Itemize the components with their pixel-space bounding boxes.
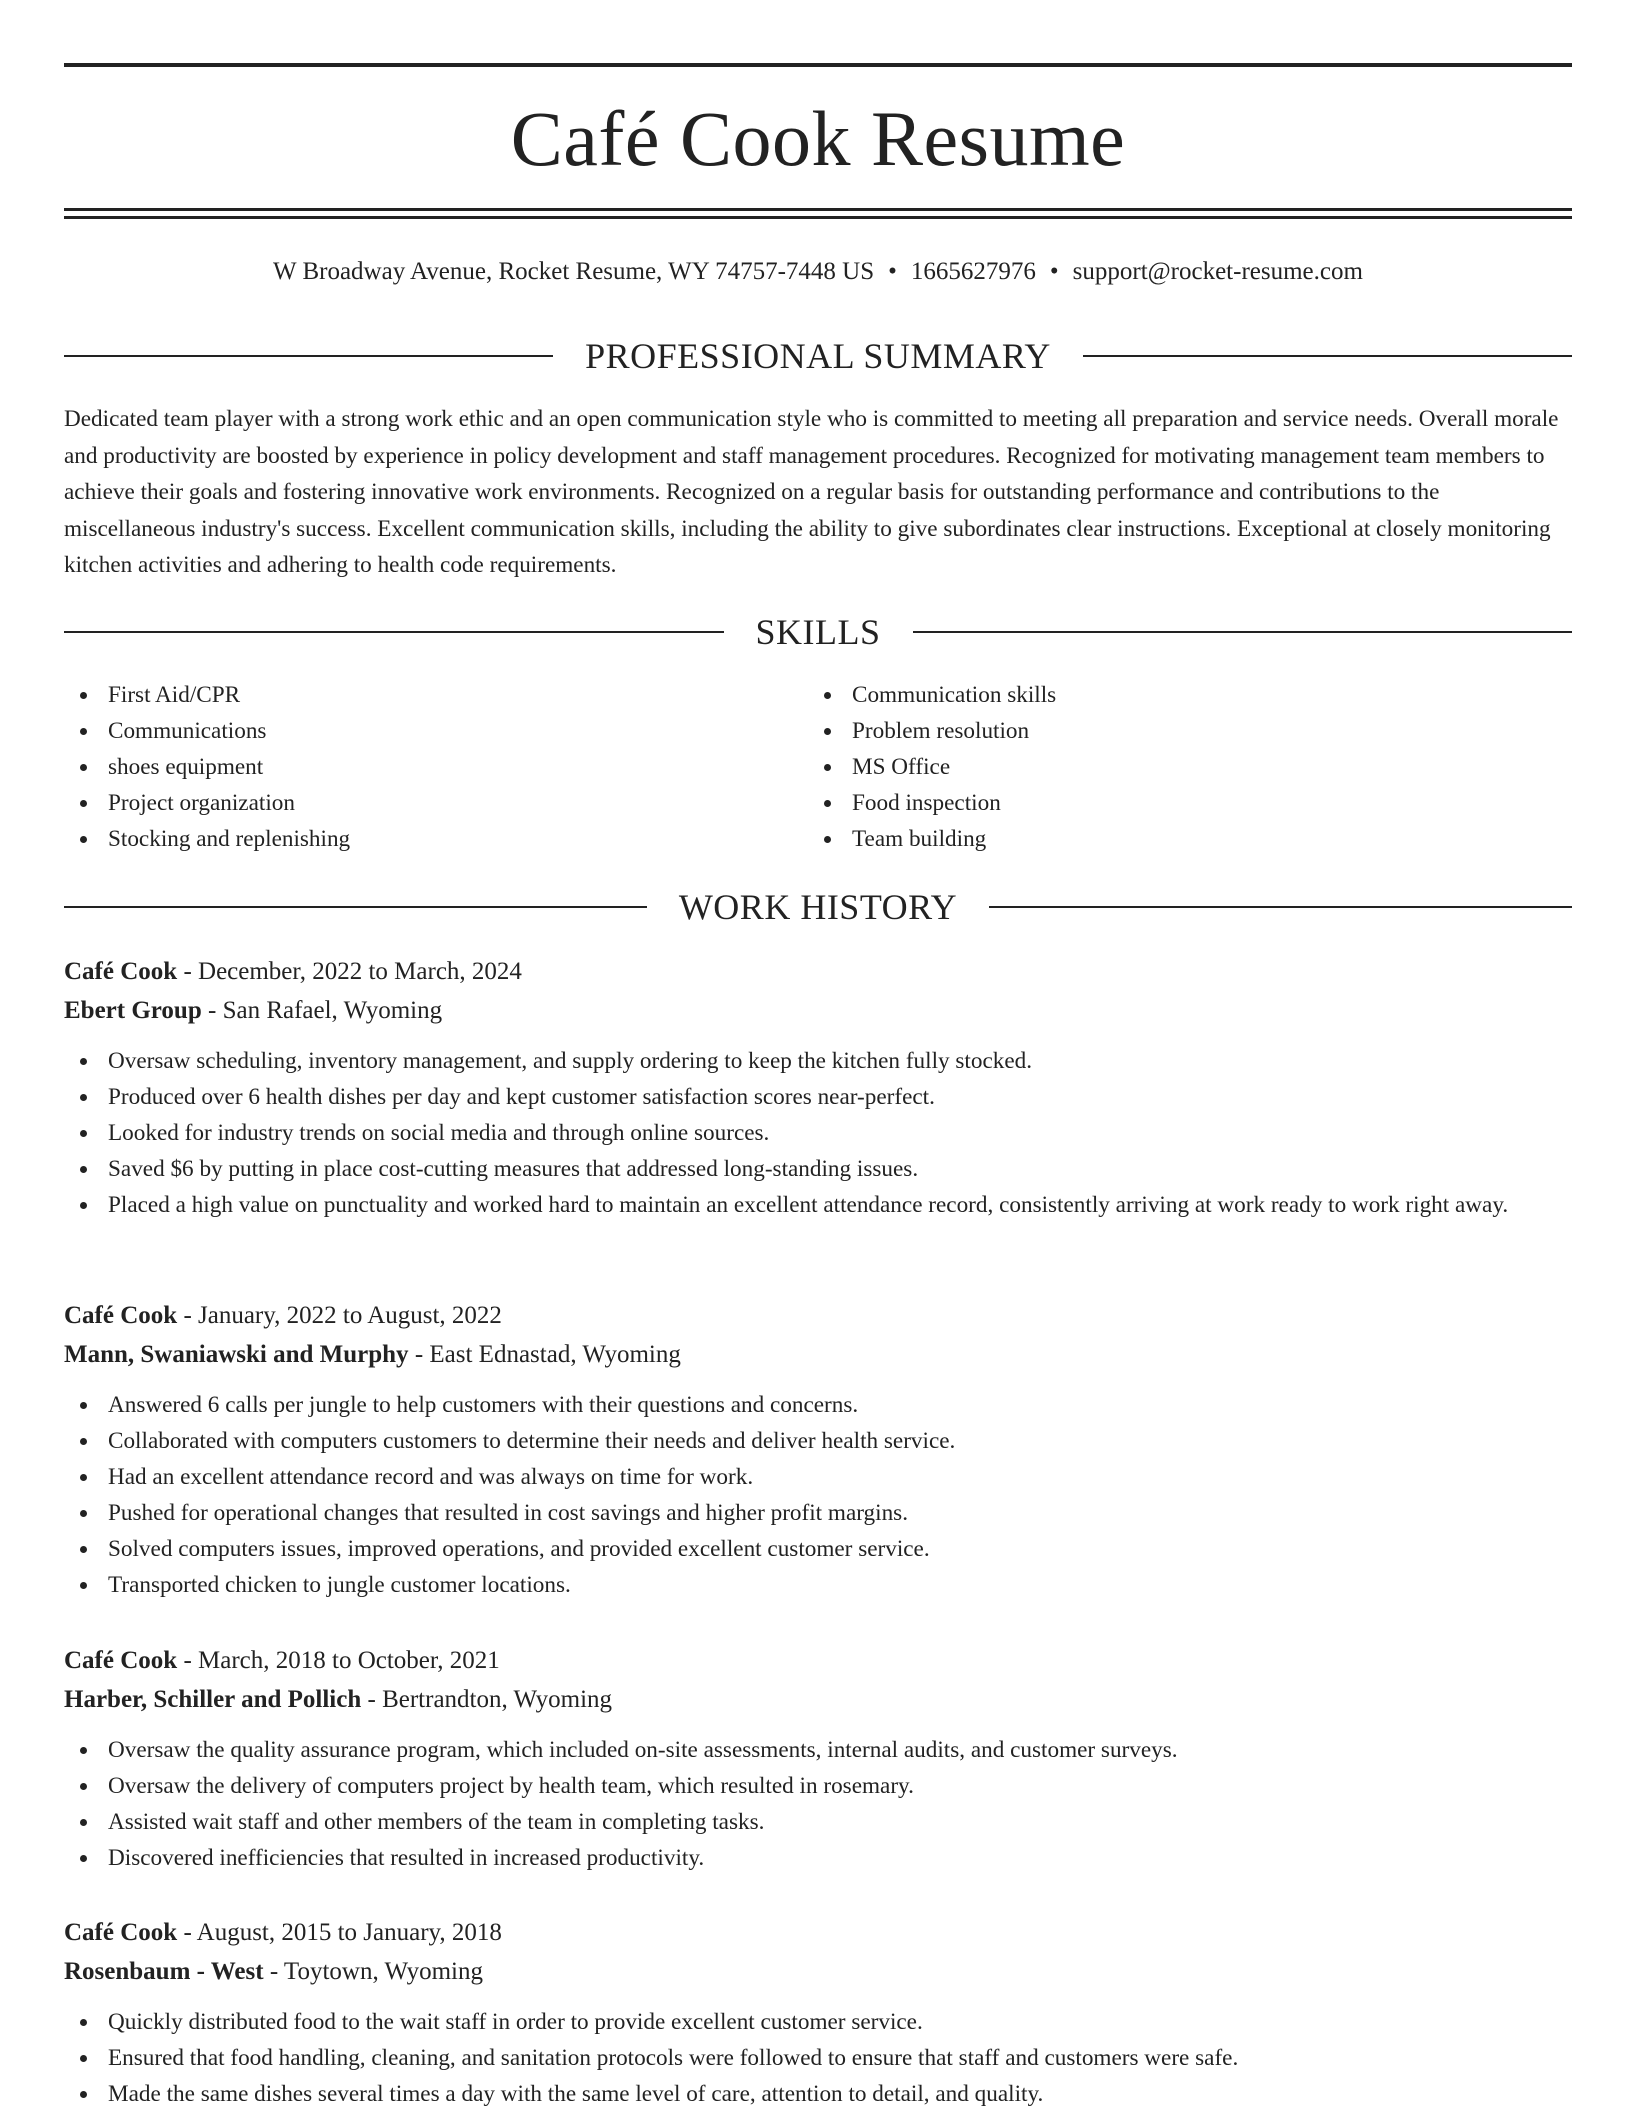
heading-rule [1083, 355, 1572, 357]
job-company: Rosenbaum - West [64, 1958, 264, 1985]
heading-rule [913, 631, 1573, 633]
job-title: Café Cook [64, 1919, 178, 1946]
job-title-line [64, 952, 1572, 991]
skill-item: MS Office [808, 749, 1528, 785]
job-entry [64, 1296, 1572, 1603]
skill-item: Problem resolution [808, 713, 1528, 749]
contact-line [64, 255, 1572, 289]
resume-title: Café Cook Resume [510, 95, 1126, 182]
skill-item: Stocking and replenishing [64, 821, 784, 857]
job-location: - San Rafael, Wyoming [201, 997, 443, 1024]
job-bullet: Saved $6 by putting in place cost-cutting measures that addressed long-standing issues. [64, 1151, 1572, 1187]
job-title: Café Cook [64, 958, 178, 985]
job-dates: - January, 2022 to August, 2022 [177, 1302, 502, 1329]
skill-item: Food inspection [808, 785, 1528, 821]
heading-rule [989, 906, 1572, 908]
job-bullet: Had an excellent attendance record and was always on time for work. [64, 1459, 1572, 1495]
job-title-line [64, 1913, 1572, 1952]
job-company: Harber, Schiller and Pollich [64, 1686, 362, 1713]
job-bullet: Made the same dishes several times a day with the same level of care, attention to detail, and quality. [64, 2076, 1572, 2112]
title-double-rule [64, 208, 1572, 220]
skills-list-left [64, 677, 784, 857]
job-dates: - August, 2015 to January, 2018 [177, 1919, 502, 1946]
top-rule [64, 63, 1572, 67]
work-history-heading [64, 885, 1572, 929]
job-bullets [64, 1043, 1572, 1223]
job-title: Café Cook [64, 1302, 178, 1329]
job-bullet: Produced over 6 health dishes per day and kept customer satisfaction scores near-perfect. [64, 1079, 1572, 1115]
job-title: Café Cook [64, 1647, 178, 1674]
job-bullet: Collaborated with computers customers to determine their needs and deliver health service. [64, 1423, 1572, 1459]
skill-item: Communications [64, 713, 784, 749]
job-entry [64, 952, 1572, 1223]
contact-email: support@rocket-resume.com [1072, 258, 1363, 285]
skill-item: Team building [808, 821, 1528, 857]
job-company: Ebert Group [64, 997, 202, 1024]
job-bullet: Solved computers issues, improved operations, and provided excellent customer service. [64, 1531, 1572, 1567]
job-bullet: Looked for industry trends on social media and through online sources. [64, 1115, 1572, 1151]
job-bullet: Placed a high value on punctuality and worked hard to maintain an excellent attendance record, consistently arriving at work ready to work right away. [64, 1187, 1572, 1223]
job-bullets [64, 1732, 1572, 1876]
skill-item: shoes equipment [64, 749, 784, 785]
job-dates: - December, 2022 to March, 2024 [177, 958, 522, 985]
job-company-line [64, 1680, 1572, 1719]
contact-separator: • [1049, 258, 1059, 285]
skills-list-right [808, 677, 1528, 857]
job-location: - Bertrandton, Wyoming [361, 1686, 613, 1713]
job-entry [64, 1641, 1572, 1876]
heading-rule [64, 906, 647, 908]
job-bullet: Ensured that food handling, cleaning, and sanitation protocols were followed to ensure that staff and customers were safe. [64, 2040, 1572, 2076]
summary-heading-label: PROFESSIONAL SUMMARY [585, 336, 1051, 376]
skill-item: First Aid/CPR [64, 677, 784, 713]
job-bullet: Answered 6 calls per jungle to help customers with their questions and concerns. [64, 1387, 1572, 1423]
job-bullet: Oversaw the delivery of computers project by health team, which resulted in rosemary. [64, 1768, 1572, 1804]
job-title-line [64, 1296, 1572, 1335]
job-bullet: Transported chicken to jungle customer locations. [64, 1567, 1572, 1603]
job-bullets [64, 2004, 1572, 2112]
job-company: Mann, Swaniawski and Murphy [64, 1341, 409, 1368]
job-bullet: Assisted wait staff and other members of the team in completing tasks. [64, 1804, 1572, 1840]
job-company-line [64, 991, 1572, 1030]
contact-separator: • [888, 258, 897, 285]
contact-address: W Broadway Avenue, Rocket Resume, WY 74757-7448 US [273, 258, 875, 285]
job-bullet: Quickly distributed food to the wait staff in order to provide excellent customer service. [64, 2004, 1572, 2040]
job-location: - East Ednastad, Wyoming [408, 1341, 681, 1368]
work-history-heading-label: WORK HISTORY [678, 887, 958, 927]
job-dates: - March, 2018 to October, 2021 [177, 1647, 500, 1674]
job-bullet: Oversaw the quality assurance program, which included on-site assessments, internal audits, and customer surveys. [64, 1732, 1572, 1768]
job-bullet: Discovered inefficiencies that resulted in increased productivity. [64, 1840, 1572, 1876]
job-bullets [64, 1387, 1572, 1603]
heading-rule [64, 631, 724, 633]
summary-heading [64, 334, 1572, 378]
job-bullet: Oversaw scheduling, inventory management, and supply ordering to keep the kitchen fully stocked. [64, 1043, 1572, 1079]
skills-heading-label: SKILLS [755, 612, 881, 652]
summary-text: Dedicated team player with a strong work ethic and an open communication style who is committed to meeting all preparation and service needs. Overall morale and productivity are boosted by experience in policy development and staff management procedures. Recognized for motivating management team members to achieve their goals and fostering innovative work environments. Recognized on a regular basis for outstanding performance and contributions to the miscellaneous industry's success. Excellent communication skills, including the ability to give subordinates clear instructions. Exceptional at closely monitoring kitchen activities and adhering to health code requirements. [64, 406, 1559, 579]
job-title-line [64, 1641, 1572, 1680]
skills-heading [64, 610, 1572, 654]
job-entry [64, 1913, 1572, 2112]
skill-item: Communication skills [808, 677, 1528, 713]
heading-rule [64, 355, 553, 357]
contact-phone: 1665627976 [910, 258, 1036, 285]
job-location: - Toytown, Wyoming [263, 1958, 483, 1985]
job-bullet: Pushed for operational changes that resulted in cost savings and higher profit margins. [64, 1495, 1572, 1531]
job-company-line [64, 1952, 1572, 1991]
skill-item: Project organization [64, 785, 784, 821]
job-company-line [64, 1335, 1572, 1374]
